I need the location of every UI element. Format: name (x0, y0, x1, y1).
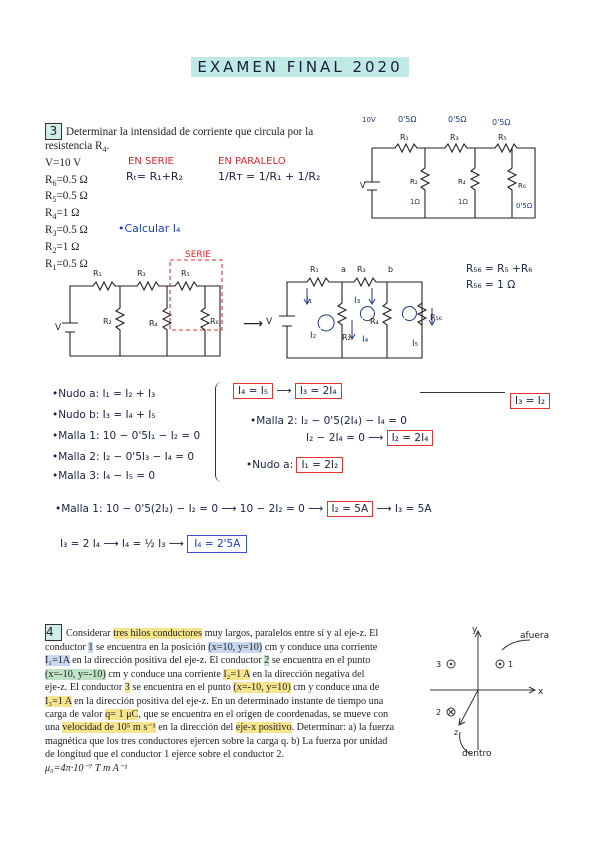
eq-malla-2: •Malla 2: I₂ − 0'5I₃ − I₄ = 0 (52, 451, 195, 463)
malla1-step-a: •Malla 1: 10 − 0'5(2I₂) − I₂ = 0 (55, 503, 219, 515)
r1-label: R₁ (400, 133, 409, 142)
given-item: $R_2=1$ Ω (45, 240, 80, 256)
axes-diagram (420, 622, 560, 762)
r6-label: R₆ (210, 317, 219, 326)
r56-sum: R₅₆ = R₅ +R₆ (466, 263, 533, 275)
v-label: V (360, 181, 366, 190)
r3-label: R₃ (137, 269, 146, 278)
problem-4-line: carga de valor q= 1 μC, que se encuentra en el origen de coordenadas, se mueve con (45, 709, 389, 721)
step-malla2-b: I₂ − 2I₄ = 0 (306, 432, 365, 444)
final-answer: I₄ = 2'5A (187, 535, 247, 553)
step-right-result: I₃ = I₂ (510, 393, 550, 409)
current-i3: I₃ (354, 296, 361, 306)
given-item: $R_6=0.5$ Ω (45, 173, 88, 188)
r1-label: R₁ (310, 265, 319, 274)
current-i5: I₅ (412, 339, 419, 349)
circuit-step-a (55, 248, 240, 363)
node-b: b (388, 265, 394, 274)
nudo-a-result: I₁ = 2I₂ (296, 457, 343, 473)
z-axis-label: z (454, 728, 459, 737)
problem-4-line: I₁=1A en la dirección positiva del eje-z. El conductor 2 se encuentra en el punto (45, 655, 371, 667)
problem-4-line: de longitud que el conductor 1 ejerce sobre el conductor 2. (45, 749, 285, 761)
serie-formula: Rₜ= R₁+R₂ (126, 170, 183, 183)
r56-value: R₅₆ = 1 Ω (466, 279, 516, 291)
given-item: $R_5=0.5$ Ω (45, 190, 88, 205)
step1-box: I₄ = I₅ (233, 383, 273, 399)
connector-line (420, 392, 505, 393)
r6-label: R₆ (518, 182, 526, 190)
r4-value: 1Ω (458, 198, 468, 206)
r3-label: R₃ (357, 265, 366, 274)
problem-4-line: eje-z. El conductor 3 se encuentra en el punto (x=-10, y=10) cm y conduce una de (45, 682, 380, 694)
malla1-step-b: 10 − 2I₂ = 0 (239, 503, 305, 515)
en-serie-label: EN SERIE (128, 156, 174, 167)
r1-value: 0'5Ω (398, 115, 417, 124)
problem-4-line: (x=-10, y=-10) cm y conduce una corriente I₂=1 A en la dirección negativa del (45, 668, 365, 680)
en-paralelo-label: EN PARALELO (218, 156, 286, 167)
r56-label: R₅₆ (430, 313, 442, 322)
x-axis-label: x (538, 687, 544, 697)
conductor-2-label: 2 (436, 708, 442, 717)
r6-value: 0'5Ω (516, 202, 533, 210)
problem-4-statement (45, 624, 415, 775)
page-title: EXAMEN FINAL 2020 (0, 58, 600, 76)
current-i4: I₄ (362, 335, 369, 345)
circuit-original (350, 108, 550, 228)
serie-label: SERIE (185, 250, 211, 260)
eq-nudo-b: •Nudo b: I₃ = I₄ + I₅ (52, 409, 156, 421)
y-axis-label: y (472, 625, 478, 635)
eq-nudo-a: •Nudo a: I₁ = I₂ + I₃ (52, 388, 156, 400)
malla1-i3: I₃ = 5A (394, 503, 432, 515)
r5-value: 0'5Ω (492, 118, 511, 127)
r3-label: R₃ (450, 133, 459, 142)
paralelo-rhs: = 1/R₁ + 1/R₂ (246, 170, 321, 183)
current-i2: I₂ (310, 331, 317, 341)
given-item: $R_4=1$ Ω (45, 207, 80, 222)
given-item: V=10 V (45, 156, 82, 169)
malla1-result: I₂ = 5A (327, 501, 374, 517)
current-i1: I₁ (306, 296, 313, 306)
paralelo-lhs: 1/Rᴛ (218, 170, 243, 183)
brace (215, 382, 222, 482)
conductor-3-label: 3 (436, 660, 442, 669)
r2-label: R₂ (103, 317, 112, 326)
problem-4-line: I₃=1 A en la dirección positiva del eje-z. En un determinado instante de tiempo una (45, 695, 384, 707)
problem-4-line: magnética que los tres conductores ejercen sobre la carga q. b) La fuerza por unidad (45, 735, 388, 747)
r4-label: R₄ (458, 178, 466, 186)
step1-result: I₃ = 2I₄ (295, 383, 342, 399)
eq-malla-3: •Malla 3: I₄ − I₅ = 0 (52, 470, 156, 482)
step-malla2-a: •Malla 2: I₂ − 0'5(2I₄) − I₄ = 0 (250, 415, 407, 427)
eq-malla-1: •Malla 1: 10 − 0'5I₁ − I₂ = 0 (52, 430, 201, 442)
r4-label: R₄ (149, 319, 158, 328)
problem-4-line: conductor 1 se encuentra en la posición (x=10, y=10) cm y conduce una corriente (45, 642, 378, 653)
nudo-a-label: •Nudo a: (246, 459, 294, 471)
v-label: V (55, 323, 62, 333)
calcular-i4: •Calcular I₄ (118, 222, 181, 235)
conductor-1-label: 1 (508, 660, 514, 669)
r1-label: R₁ (93, 269, 102, 278)
r2-label: R₂ (410, 178, 418, 186)
given-item: $R_3=0.5$ Ω (45, 224, 88, 239)
r5-label: R₅ (181, 269, 190, 278)
step-malla2-result: I₂ = 2I₄ (387, 430, 434, 446)
r4-label: R₄ (370, 317, 379, 326)
circuit-step-b (262, 258, 462, 366)
r2-value: 1Ω (410, 198, 420, 206)
afuera-label: afuera (520, 631, 550, 641)
final-step-a: I₃ = 2 I₄ (60, 538, 101, 550)
problem-4-line: 4 Considerar tres hilos conductores muy largos, paralelos entre sí y al eje-z. El (46, 625, 379, 639)
dentro-label: dentro (462, 749, 492, 759)
node-a: a (341, 265, 346, 274)
problem-4-line: una velocidad de 10⁵ m s⁻¹ en la dirección del eje-x positivo. Determinar: a) la fuerza (45, 722, 395, 734)
problem-4-number: 4 (45, 624, 62, 641)
problem-4-line: μ₀=4π·10⁻⁷ T m A⁻¹ (45, 762, 128, 774)
v-value: 10V (362, 116, 376, 124)
v-label: V (266, 317, 273, 327)
r2-label: R₂ (342, 333, 351, 342)
problem-3-number: 3 (45, 123, 62, 140)
problem-3-statement: 3 Determinar la intensidad de corriente que circula por la resistencia $R_4$. V=10 V $R_6=0.5$ Ω $R_5=0.5$ Ω $R_4=1$ Ω $R_3=0.5$ Ω $R_2=1$ Ω $R_1=0.5$ Ω (45, 123, 350, 275)
r5-label: R₅ (498, 133, 507, 142)
arrow-icon: ⟶ (243, 316, 264, 332)
r3-value: 0'5Ω (448, 115, 467, 124)
given-item: $R_1=0.5$ Ω (45, 257, 88, 273)
final-step-b: I₄ = ½ I₃ (121, 538, 166, 550)
